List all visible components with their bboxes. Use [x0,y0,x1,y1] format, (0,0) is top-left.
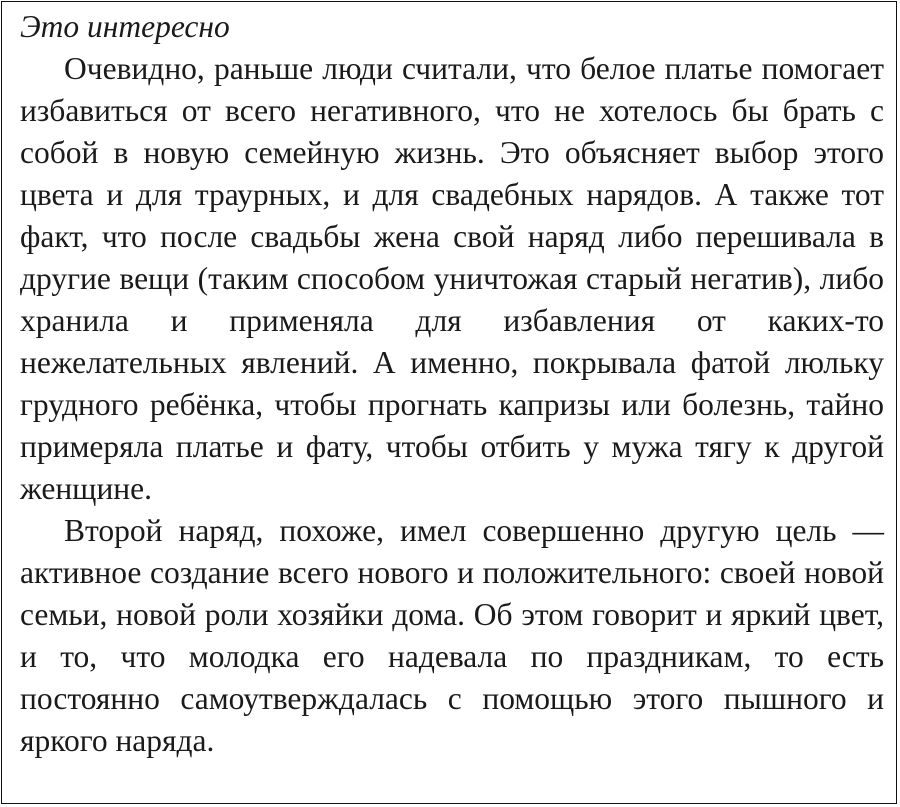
info-box [1,1,897,804]
box-title: Это интересно [20,9,230,44]
paragraph-1: Очевидно, раньше люди считали, что белое платье помогает избавиться от всего негативного, что не хотелось бы брать с собой в новую семейную жизнь. Это объясняет выбор этого цвета и для траурных, и для свадебных нарядов. А также тот факт, что после свадьбы жена свой наряд либо перешивала в другие вещи (таким способом уничтожая старый негатив), либо хранила и применяла для избавления от каких-то нежелательных явлений. А именно, покрывала фатой люльку грудного ребёнка, чтобы прогнать капризы или болезнь, тайно примеряла платье и фату, чтобы отбить у мужа тягу к другой женщине. [20,51,884,506]
info-box-content [20,6,884,762]
paragraph-2: Второй наряд, похоже, имел совершенно другую цель — активное создание всего нового и положительного: своей новой семьи, новой роли хозяйки дома. Об этом говорит и яркий цвет, и то, что молодка его надевала по праздникам, то есть постоянно самоутверждалась с помощью этого пышного и яркого наряда. [20,513,884,758]
